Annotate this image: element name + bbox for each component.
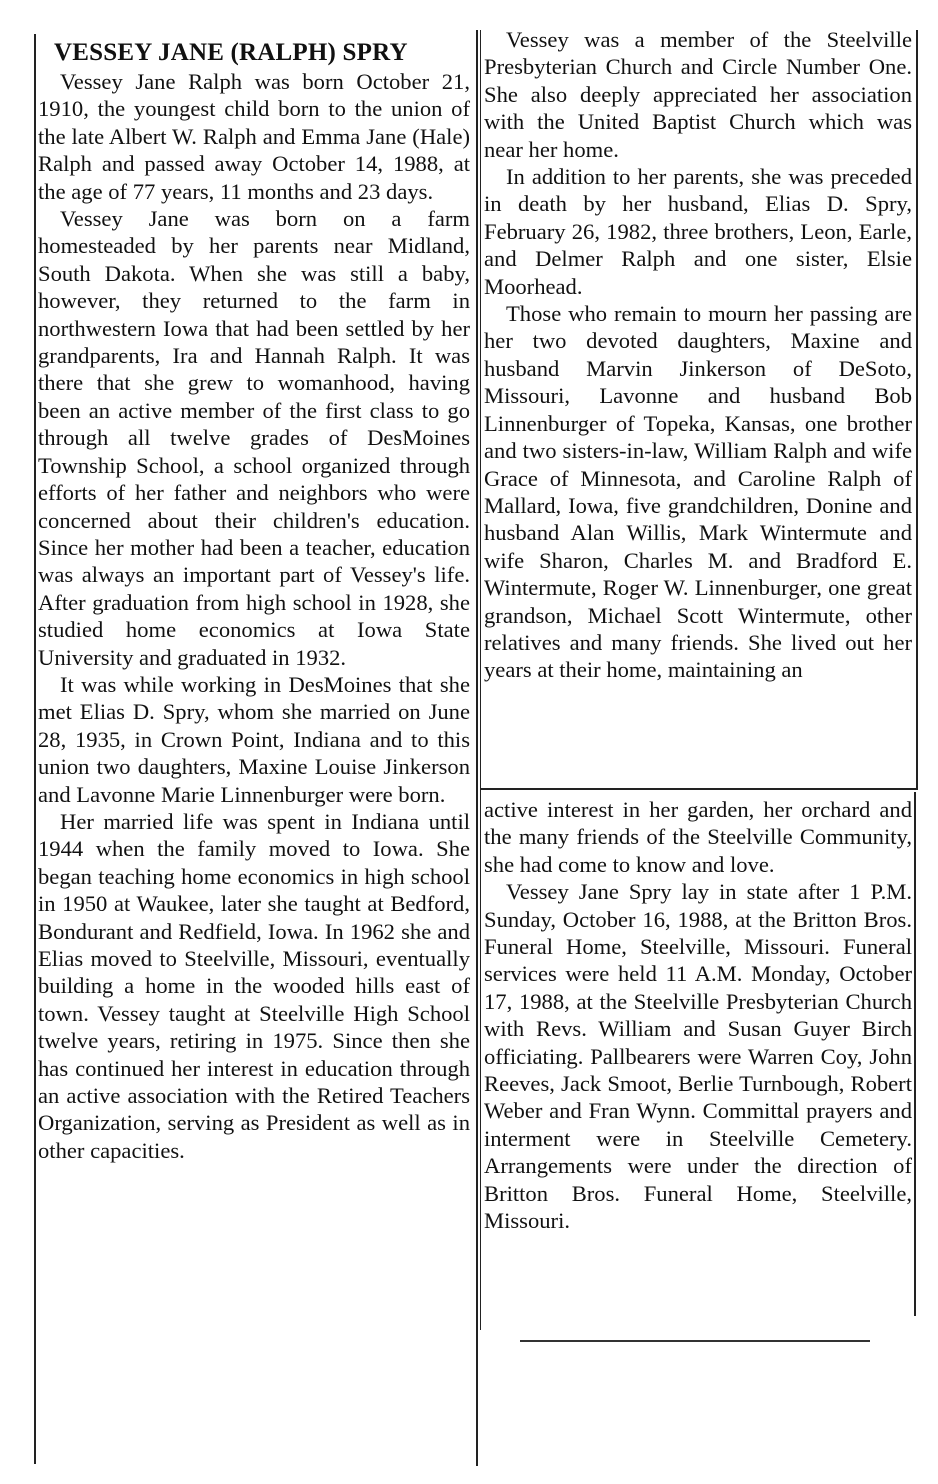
paragraph-services: Vessey Jane Spry lay in state after 1 P.M. Sunday, October 16, 1988, at the Britton Bros. Funeral Home, Steelville, Missouri. Funeral services were held 11 A.M. Monday, October 17, 1988, at the Steelville Presbyterian Church with Revs. William and Susan Guyer Birch officiating. Pallbearers were Warren Coy, John Reeves, Jack Smoot, Berlie Turnbough, Robert Weber and Fran Wynn. Committal prayers and interment were in Steelville Cemetery. Arrangements were under the direction of Britton Bros. Funeral Home, Steelville, Missouri. [484,879,912,1234]
paragraph-preceded: In addition to her parents, she was preceded in death by her husband, Elias D. Spry, February 26, 1982, three brothers, Leon, Earle, and Delmer Ralph and one sister, Elsie Moorhead. [484,164,912,299]
paragraph-career: Her married life was spent in Indiana until 1944 when the family moved to Iowa. She began teaching home economics in high school in 1950 at Waukee, later she taught at Bedford, Bondurant and Redfield, Iowa. In 1962 she and Elias moved to Steelville, Missouri, eventually building a home in the wooded hills east of town. Vessey taught at Steelville High School twelve years, retiring in 1975. Since then she has continued her interest in education through an active association with the Retired Teachers Organization, serving as President as well as in other capacities. [38,808,470,1163]
right-bottom-right-rule [914,792,916,1316]
paragraph-continued: active interest in her garden, her orchard and the many friends of the Steelville Community, she had come to know and love. [484,797,912,877]
end-rule [520,1340,870,1342]
right-column-left-rule [480,30,481,1330]
paragraph-early-life: Vessey Jane was born on a farm homesteaded by her parents near Midland, South Dakota. When she was still a baby, however, they returned to the farm in northwestern Iowa that had been settled by her grandparents, Ira and Hannah Ralph. It was there that she grew to womanhood, having been an active member of the first class to go through all twelve grades of DesMoines Township School, a school organized through efforts of her father and neighbors who were concerned about their children's education. Since her mother had been a teacher, education was always an important part of Vessey's life. After graduation from high school in 1928, she studied home economics at Iowa State University and graduated in 1932. [38,206,470,670]
paragraph-birth: Vessey Jane Ralph was born October 21, 1910, the youngest child born to the union of the late Albert W. Ralph and Emma Jane (Hale) Ralph and passed away October 14, 1988, at the age of 77 years, 11 months and 23 days. [38,69,470,204]
right-top-right-rule [916,30,918,788]
right-column-bottom [484,796,912,1235]
paragraph-survivors: Those who remain to mourn her passing are her two devoted daughters, Maxine and husband Marvin Jinkerson of DeSoto, Missouri, Lavonne and husband Bob Linnenburger of Topeka, Kansas, one brother and two sisters-in-law, William Ralph and wife Grace of Minnesota, and Caroline Ralph of Mallard, Iowa, five grandchildren, Donine and husband Alan Willis, Mark Wintermute and wife Sharon, Charles M. and Bradford E. Wintermute, Roger W. Linnenburger, one great grandson, Michael Scott Wintermute, other relatives and many friends. She lived out her years at their home, maintaining an [484,301,912,683]
right-column-top [484,26,912,684]
paragraph-church: Vessey was a member of the Steelville Presbyterian Church and Circle Number One. She also deeply appreciated her association with the United Baptist Church which was near her home. [484,27,912,162]
obituary-headline: VESSEY JANE (RALPH) SPRY [54,39,408,66]
left-border-rule [34,34,36,1464]
left-column [38,38,470,1164]
right-top-bottom-rule [480,788,918,790]
paragraph-marriage: It was while working in DesMoines that she met Elias D. Spry, whom she married on June 28, 1935, in Crown Point, Indiana and to this union two daughters, Maxine Louise Jinkerson and Lavonne Marie Linnenburger were born. [38,671,470,807]
left-column-right-rule [476,30,478,1466]
